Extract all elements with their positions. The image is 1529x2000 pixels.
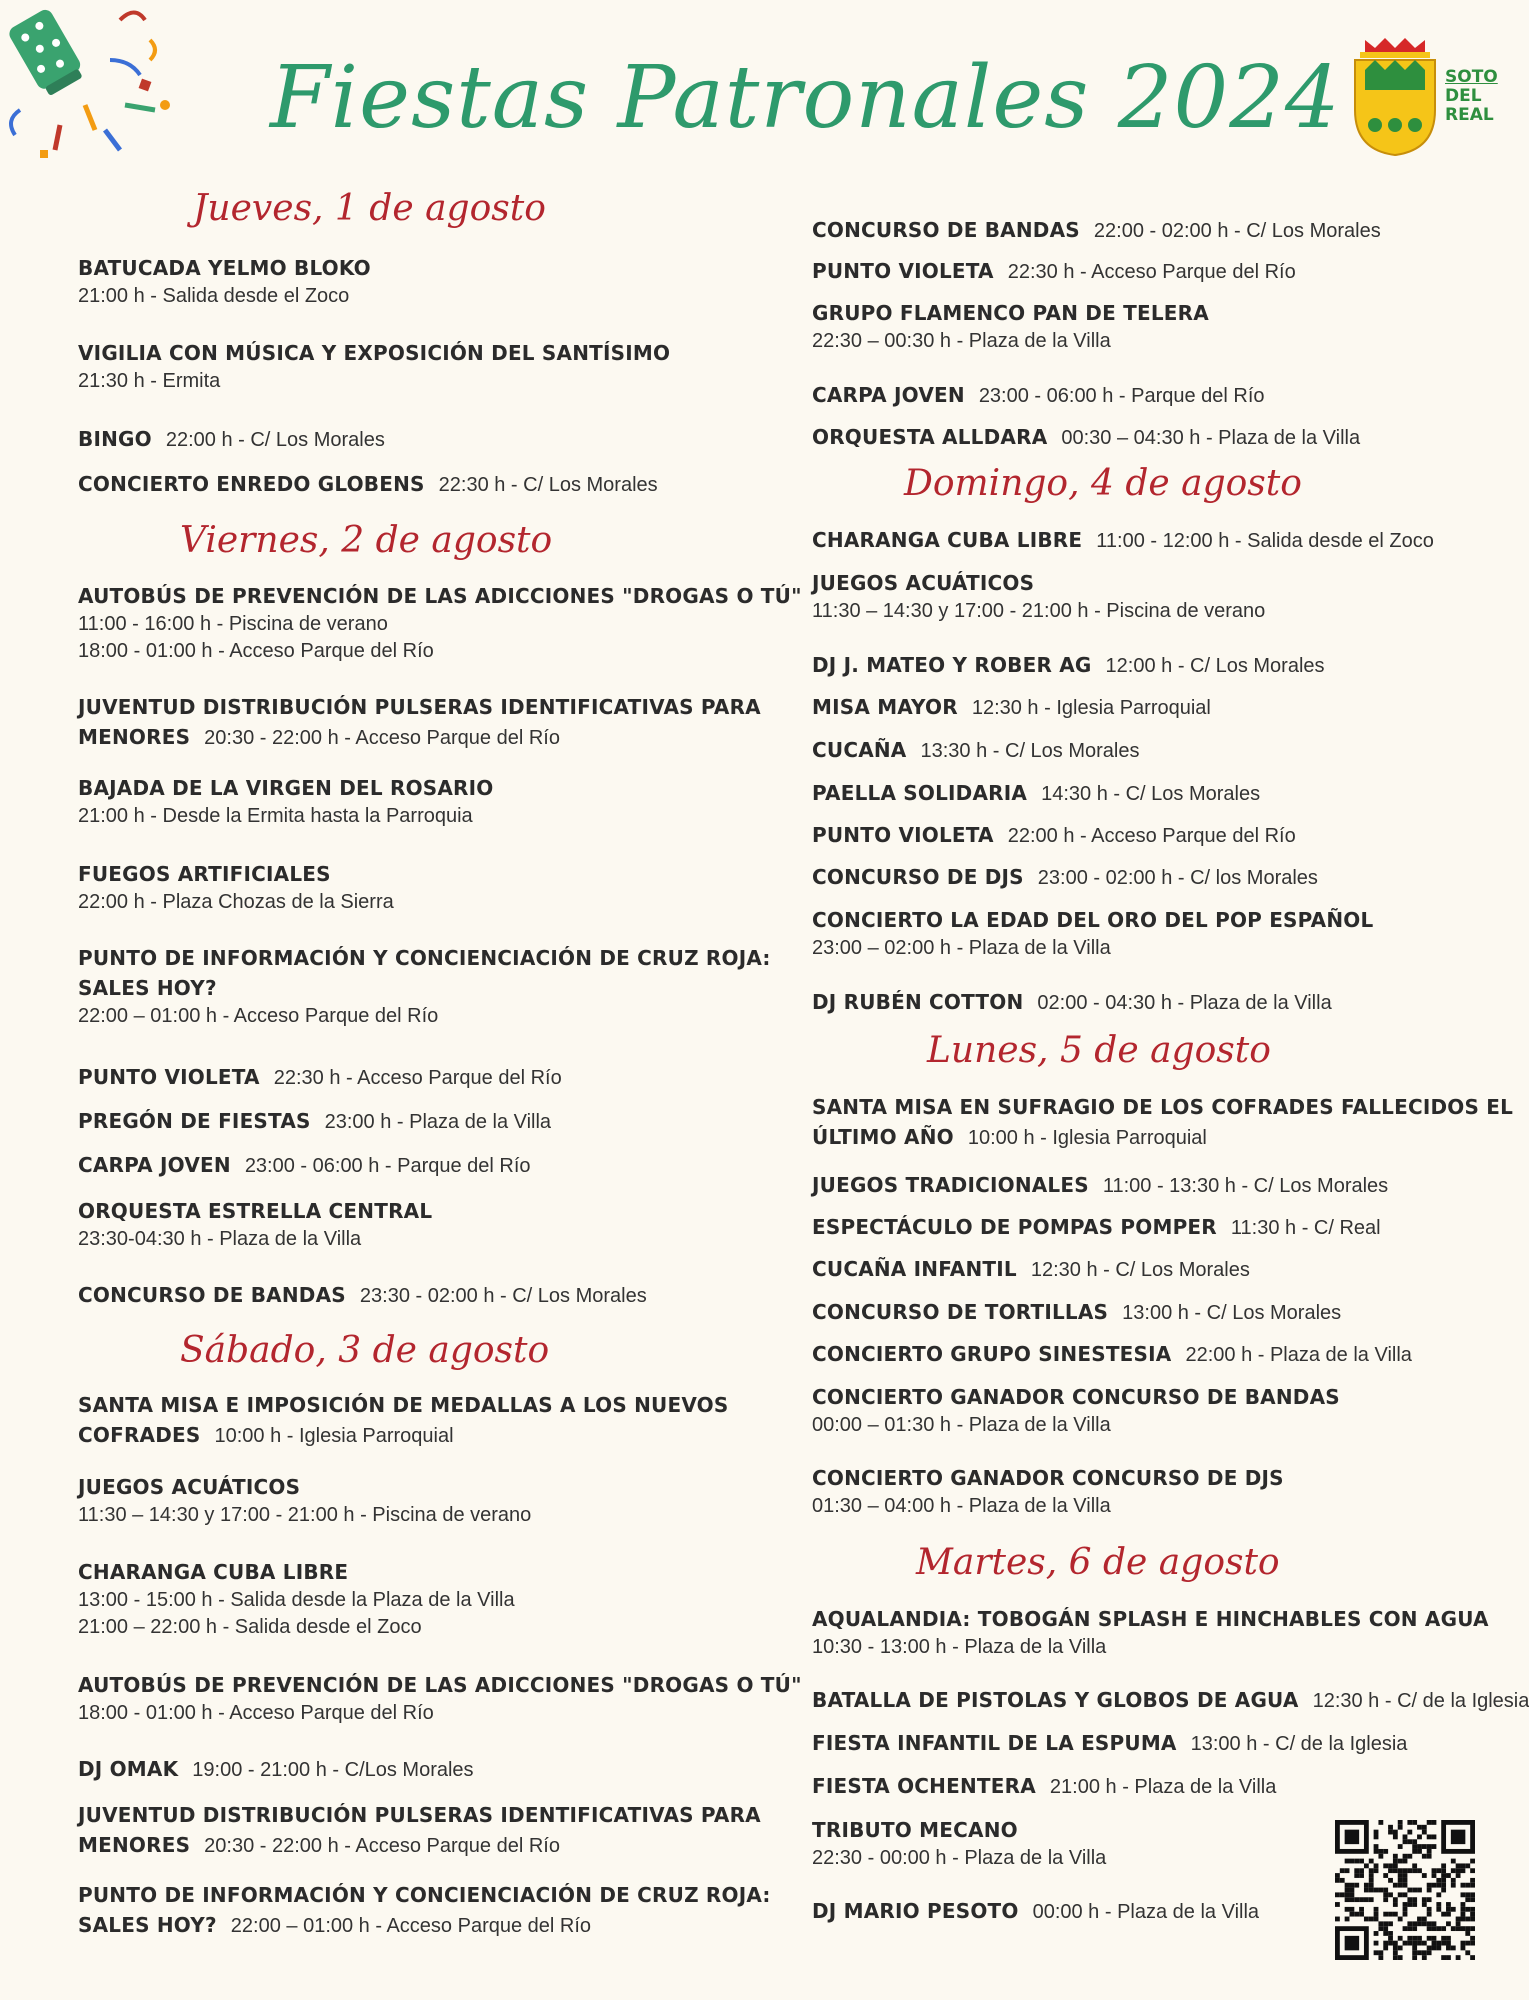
event-name: JUVENTUD DISTRIBUCIÓN PULSERAS IDENTIFICATIVAS PARA bbox=[78, 695, 761, 719]
event-item bbox=[812, 1297, 1341, 1327]
logo-text-real: REAL bbox=[1445, 105, 1494, 125]
event-detail: 13:00 h - C/ de la Iglesia bbox=[1190, 1733, 1408, 1755]
event-name: AQUALANDIA: TOBOGÁN SPLASH E HINCHABLES CON AGUA bbox=[812, 1607, 1489, 1631]
event-item bbox=[812, 215, 1381, 245]
event-name: ORQUESTA ESTRELLA CENTRAL bbox=[78, 1199, 433, 1223]
event-name: BAJADA DE LA VIRGEN DEL ROSARIO bbox=[78, 776, 494, 800]
event-name: JUEGOS TRADICIONALES bbox=[812, 1173, 1089, 1197]
event-item bbox=[812, 1604, 1489, 1661]
event-name: MENORES bbox=[78, 725, 191, 749]
event-detail: 00:00 h - Plaza de la Villa bbox=[1032, 1901, 1260, 1923]
event-detail: 19:00 - 21:00 h - C/Los Morales bbox=[192, 1759, 474, 1781]
event-name: AUTOBÚS DE PREVENCIÓN DE LAS ADICCIONES "DROGAS O TÚ" bbox=[78, 584, 802, 608]
event-item bbox=[812, 1092, 1513, 1152]
event-item bbox=[78, 1472, 531, 1529]
event-detail: 23:00 - 06:00 h - Parque del Río bbox=[978, 385, 1265, 407]
event-item bbox=[78, 692, 761, 752]
event-detail: 23:00 – 02:00 h - Plaza de la Villa bbox=[812, 937, 1111, 959]
event-detail: 22:00 h - Plaza de la Villa bbox=[1185, 1344, 1412, 1366]
event-detail: 21:30 h - Ermita bbox=[78, 370, 221, 392]
event-detail: 18:00 - 01:00 h - Acceso Parque del Río bbox=[78, 640, 434, 662]
event-name: DJ RUBÉN COTTON bbox=[812, 990, 1024, 1014]
event-detail: 12:30 h - Iglesia Parroquial bbox=[971, 697, 1211, 719]
event-item bbox=[78, 1106, 551, 1136]
event-detail: 12:30 h - C/ Los Morales bbox=[1030, 1259, 1250, 1281]
event-item bbox=[78, 1754, 474, 1784]
event-detail: 22:30 – 00:30 h - Plaza de la Villa bbox=[812, 330, 1111, 352]
event-name: BINGO bbox=[78, 427, 152, 451]
day-heading-sabado: Sábado, 3 de agosto bbox=[180, 1330, 550, 1371]
event-detail: 11:30 – 14:30 y 17:00 - 21:00 h - Piscina de verano bbox=[812, 600, 1266, 622]
event-detail: 00:00 – 01:30 h - Plaza de la Villa bbox=[812, 1414, 1111, 1436]
event-item bbox=[812, 1212, 1381, 1242]
event-item bbox=[812, 298, 1209, 355]
day-heading-martes: Martes, 6 de agosto bbox=[916, 1542, 1280, 1583]
event-item bbox=[78, 1150, 531, 1180]
event-item bbox=[78, 1280, 647, 1310]
event-item bbox=[812, 1339, 1412, 1369]
event-item bbox=[812, 905, 1373, 962]
event-name: PUNTO VIOLETA bbox=[812, 259, 994, 283]
event-detail: 18:00 - 01:00 h - Acceso Parque del Río bbox=[78, 1702, 434, 1724]
event-detail: 22:30 - 00:00 h - Plaza de la Villa bbox=[812, 1847, 1107, 1869]
event-name: SANTA MISA E IMPOSICIÓN DE MEDALLAS A LOS NUEVOS bbox=[78, 1393, 729, 1417]
event-item bbox=[812, 1815, 1106, 1872]
event-detail: 10:00 h - Iglesia Parroquial bbox=[214, 1425, 454, 1447]
event-detail: 22:30 h - Acceso Parque del Río bbox=[273, 1067, 562, 1089]
event-name: FUEGOS ARTIFICIALES bbox=[78, 862, 331, 886]
event-name: SANTA MISA EN SUFRAGIO DE LOS COFRADES FALLECIDOS EL bbox=[812, 1095, 1514, 1119]
event-detail: 23:00 - 02:00 h - C/ los Morales bbox=[1037, 867, 1318, 889]
event-detail: 23:00 - 06:00 h - Parque del Río bbox=[244, 1155, 531, 1177]
event-name: DJ MARIO PESOTO bbox=[812, 1899, 1019, 1923]
event-name: COFRADES bbox=[78, 1423, 201, 1447]
event-name: SALES HOY? bbox=[78, 976, 217, 1000]
event-detail: 13:00 h - C/ Los Morales bbox=[1122, 1302, 1342, 1324]
event-detail: 21:00 h - Plaza de la Villa bbox=[1049, 1776, 1277, 1798]
party-popper-icon bbox=[0, 0, 190, 180]
day-heading-lunes: Lunes, 5 de agosto bbox=[927, 1030, 1271, 1071]
event-item bbox=[812, 1170, 1388, 1200]
event-name: VIGILIA CON MÚSICA Y EXPOSICIÓN DEL SANTÍSIMO bbox=[78, 341, 671, 365]
event-item bbox=[812, 862, 1318, 892]
event-name: DJ OMAK bbox=[78, 1757, 179, 1781]
event-item bbox=[812, 1382, 1340, 1439]
event-item bbox=[812, 650, 1325, 680]
event-item bbox=[78, 943, 771, 1030]
event-name: CUCAÑA INFANTIL bbox=[812, 1257, 1017, 1281]
event-item bbox=[812, 735, 1140, 765]
event-item bbox=[812, 1896, 1259, 1926]
event-item bbox=[812, 422, 1360, 452]
event-detail: 14:30 h - C/ Los Morales bbox=[1041, 783, 1261, 805]
event-detail: 21:00 h - Salida desde el Zoco bbox=[78, 285, 350, 307]
event-name: PAELLA SOLIDARIA bbox=[812, 781, 1028, 805]
event-name: PREGÓN DE FIESTAS bbox=[78, 1109, 311, 1133]
event-item bbox=[78, 253, 371, 310]
event-name: CONCURSO DE DJS bbox=[812, 865, 1024, 889]
event-item bbox=[78, 581, 802, 665]
event-item bbox=[78, 773, 494, 830]
event-name: PUNTO VIOLETA bbox=[78, 1065, 260, 1089]
event-detail: 10:00 h - Iglesia Parroquial bbox=[967, 1127, 1207, 1149]
event-detail: 02:00 - 04:30 h - Plaza de la Villa bbox=[1037, 992, 1332, 1014]
event-detail: 22:00 h - C/ Los Morales bbox=[165, 429, 385, 451]
event-detail: 22:00 h - Acceso Parque del Río bbox=[1007, 825, 1296, 847]
event-name: ÚLTIMO AÑO bbox=[812, 1125, 954, 1149]
event-detail: 22:00 – 01:00 h - Acceso Parque del Río bbox=[78, 1005, 439, 1027]
event-name: PUNTO DE INFORMACIÓN Y CONCIENCIACIÓN DE CRUZ ROJA: bbox=[78, 1883, 771, 1907]
logo-text-soto: SOTO bbox=[1445, 67, 1498, 87]
event-detail: 01:30 – 04:00 h - Plaza de la Villa bbox=[812, 1495, 1111, 1517]
event-name: CONCIERTO ENREDO GLOBENS bbox=[78, 472, 425, 496]
event-item bbox=[812, 692, 1211, 722]
event-name: ORQUESTA ALLDARA bbox=[812, 425, 1048, 449]
event-name: SALES HOY? bbox=[78, 1913, 217, 1937]
event-item bbox=[78, 424, 385, 454]
event-item bbox=[78, 1800, 761, 1860]
day-heading-domingo: Domingo, 4 de agosto bbox=[904, 463, 1302, 504]
event-name: FIESTA OCHENTERA bbox=[812, 1774, 1036, 1798]
logo-text-del: DEL bbox=[1445, 86, 1482, 106]
event-detail: 21:00 – 22:00 h - Salida desde el Zoco bbox=[78, 1616, 422, 1638]
event-detail: 20:30 - 22:00 h - Acceso Parque del Río bbox=[204, 727, 560, 749]
event-detail: 11:00 - 12:00 h - Salida desde el Zoco bbox=[1096, 530, 1434, 552]
event-name: CARPA JOVEN bbox=[812, 383, 965, 407]
event-name: ESPECTÁCULO DE POMPAS POMPER bbox=[812, 1215, 1217, 1239]
event-detail: 22:00 – 01:00 h - Acceso Parque del Río bbox=[230, 1915, 592, 1937]
event-name: CONCIERTO GANADOR CONCURSO DE DJS bbox=[812, 1466, 1284, 1490]
event-detail: 12:30 h - C/ de la Iglesia bbox=[1312, 1690, 1529, 1712]
day-heading-jueves: Jueves, 1 de agosto bbox=[193, 188, 546, 229]
event-name: MISA MAYOR bbox=[812, 695, 958, 719]
event-item bbox=[812, 778, 1260, 808]
event-name: MENORES bbox=[78, 1833, 191, 1857]
event-detail: 23:30-04:30 h - Plaza de la Villa bbox=[78, 1228, 362, 1250]
event-item bbox=[812, 1463, 1284, 1520]
event-name: DJ J. MATEO Y ROBER AG bbox=[812, 653, 1092, 677]
event-detail: 11:30 – 14:30 y 17:00 - 21:00 h - Piscina de verano bbox=[78, 1504, 532, 1526]
event-name: CARPA JOVEN bbox=[78, 1153, 231, 1177]
page-title: Fiestas Patronales 2024 bbox=[270, 48, 1341, 148]
event-item bbox=[812, 820, 1296, 850]
event-detail: 13:30 h - C/ Los Morales bbox=[920, 740, 1140, 762]
event-name: JUVENTUD DISTRIBUCIÓN PULSERAS IDENTIFICATIVAS PARA bbox=[78, 1803, 761, 1827]
event-name: CONCIERTO GANADOR CONCURSO DE BANDAS bbox=[812, 1385, 1340, 1409]
event-item bbox=[812, 568, 1265, 625]
event-name: BATALLA DE PISTOLAS Y GLOBOS DE AGUA bbox=[812, 1688, 1299, 1712]
event-name: CONCIERTO GRUPO SINESTESIA bbox=[812, 1342, 1172, 1366]
event-detail: 22:00 - 02:00 h - C/ Los Morales bbox=[1093, 220, 1381, 242]
event-detail: 00:30 – 04:30 h - Plaza de la Villa bbox=[1061, 427, 1361, 449]
event-item bbox=[78, 1062, 562, 1092]
event-name: CONCURSO DE TORTILLAS bbox=[812, 1300, 1109, 1324]
event-detail: 12:00 h - C/ Los Morales bbox=[1105, 655, 1325, 677]
event-item bbox=[78, 1390, 728, 1450]
event-item bbox=[78, 1880, 771, 1940]
day-heading-viernes: Viernes, 2 de agosto bbox=[180, 520, 553, 561]
event-item bbox=[812, 525, 1434, 555]
event-item bbox=[812, 256, 1296, 286]
event-name: BATUCADA YELMO BLOKO bbox=[78, 256, 371, 280]
event-name: CONCIERTO LA EDAD DEL ORO DEL POP ESPAÑOL bbox=[812, 908, 1374, 932]
qr-code-icon[interactable] bbox=[1335, 1820, 1475, 1960]
event-detail: 20:30 - 22:00 h - Acceso Parque del Río bbox=[204, 1835, 560, 1857]
event-detail: 22:30 h - C/ Los Morales bbox=[438, 474, 658, 496]
event-detail: 21:00 h - Desde la Ermita hasta la Parroquia bbox=[78, 805, 473, 827]
coat-of-arms-icon bbox=[1350, 30, 1500, 169]
event-name: CHARANGA CUBA LIBRE bbox=[78, 1560, 349, 1584]
event-item bbox=[78, 1196, 432, 1253]
event-item bbox=[78, 859, 394, 916]
event-item bbox=[812, 1685, 1529, 1715]
event-item bbox=[78, 338, 670, 395]
event-item bbox=[812, 1771, 1276, 1801]
event-item bbox=[78, 469, 658, 499]
event-name: FIESTA INFANTIL DE LA ESPUMA bbox=[812, 1731, 1177, 1755]
event-name: TRIBUTO MECANO bbox=[812, 1818, 1018, 1842]
event-detail: 11:00 - 16:00 h - Piscina de verano bbox=[78, 613, 388, 635]
event-name: CHARANGA CUBA LIBRE bbox=[812, 528, 1083, 552]
event-detail: 23:00 h - Plaza de la Villa bbox=[324, 1111, 552, 1133]
event-detail: 23:30 - 02:00 h - C/ Los Morales bbox=[359, 1285, 647, 1307]
event-item bbox=[812, 1728, 1407, 1758]
event-name: JUEGOS ACUÁTICOS bbox=[78, 1475, 301, 1499]
event-name: PUNTO VIOLETA bbox=[812, 823, 994, 847]
event-name: GRUPO FLAMENCO PAN DE TELERA bbox=[812, 301, 1209, 325]
event-name: CUCAÑA bbox=[812, 738, 907, 762]
event-name: CONCURSO DE BANDAS bbox=[78, 1283, 346, 1307]
event-detail: 11:30 h - C/ Real bbox=[1230, 1217, 1381, 1239]
event-detail: 11:00 - 13:30 h - C/ Los Morales bbox=[1102, 1175, 1389, 1197]
event-detail: 10:30 - 13:00 h - Plaza de la Villa bbox=[812, 1636, 1107, 1658]
event-item bbox=[812, 987, 1332, 1017]
event-name: JUEGOS ACUÁTICOS bbox=[812, 571, 1035, 595]
event-name: PUNTO DE INFORMACIÓN Y CONCIENCIACIÓN DE CRUZ ROJA: bbox=[78, 946, 771, 970]
event-name: AUTOBÚS DE PREVENCIÓN DE LAS ADICCIONES "DROGAS O TÚ" bbox=[78, 1673, 802, 1697]
event-name: CONCURSO DE BANDAS bbox=[812, 218, 1080, 242]
event-detail: 22:00 h - Plaza Chozas de la Sierra bbox=[78, 891, 394, 913]
event-item bbox=[812, 1254, 1250, 1284]
event-item bbox=[812, 380, 1265, 410]
event-item bbox=[78, 1670, 802, 1727]
event-detail: 22:30 h - Acceso Parque del Río bbox=[1007, 261, 1296, 283]
event-item bbox=[78, 1557, 515, 1641]
event-detail: 13:00 - 15:00 h - Salida desde la Plaza de la Villa bbox=[78, 1589, 515, 1611]
